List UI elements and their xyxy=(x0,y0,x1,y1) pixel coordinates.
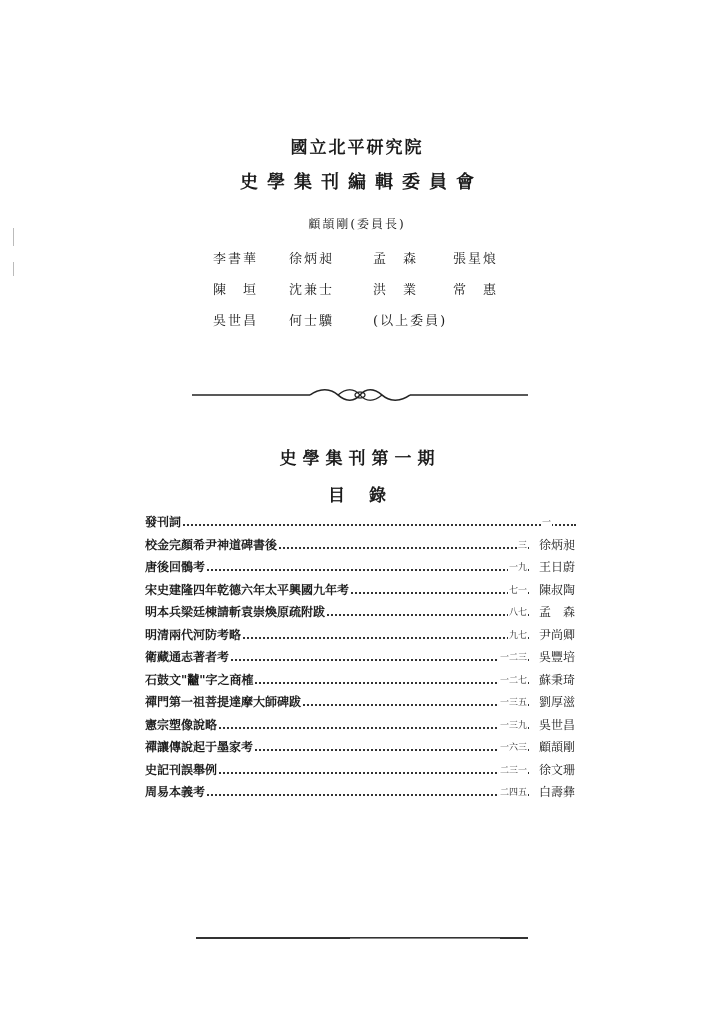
ornamental-divider xyxy=(192,384,528,406)
toc-entry-title: 唐後回鶻考 xyxy=(145,560,206,574)
toc-entry-title: 明本兵梁廷棟請斬袁崇煥原疏附跋 xyxy=(145,605,326,619)
committee-members xyxy=(213,248,533,341)
member-name: 徐炳昶 xyxy=(289,252,335,267)
toc-entry-page: 一六三 xyxy=(499,740,528,753)
toc-entry-page: 一 xyxy=(541,515,552,528)
board-title: 史學集刊編輯委員會 xyxy=(240,172,483,193)
table-of-contents xyxy=(144,513,576,806)
member-name: 常 惠 xyxy=(453,283,499,298)
toc-entry-title: 發刊詞 xyxy=(145,515,182,529)
toc-entry-title: 禪門第一祖菩提達摩大師碑跋 xyxy=(145,695,302,709)
toc-entry xyxy=(144,536,576,559)
toc-entry xyxy=(144,513,576,536)
member-row xyxy=(213,248,533,279)
toc-entry-author: 顧頡剛 xyxy=(530,738,576,755)
member-name: 沈兼士 xyxy=(289,283,335,298)
toc-entry-author: 陳叔陶 xyxy=(530,581,576,598)
dot-leader xyxy=(144,524,576,526)
toc-entry-title: 宋史建隆四年乾德六年太平興國九年考 xyxy=(145,582,350,597)
toc-entry-title: 衛藏通志著者考 xyxy=(145,650,230,664)
toc-entry xyxy=(144,626,576,649)
member-name: 吳世昌 xyxy=(213,314,259,329)
toc-entry-author: 劉厚滋 xyxy=(530,693,576,710)
toc-entry-author: 白壽彝 xyxy=(530,783,576,800)
toc-entry-title: 禪讓傳說起于墨家考 xyxy=(145,740,254,754)
toc-entry-author: 徐文珊 xyxy=(530,761,576,778)
issue-title: 史學集刊第一期 xyxy=(279,449,441,469)
toc-entry-page: 一九 xyxy=(508,560,528,573)
toc-entry-author: 吳世昌 xyxy=(530,716,576,733)
toc-entry-page: 二三一 xyxy=(499,763,528,776)
toc-entry xyxy=(144,716,576,739)
toc-entry-page: 一三五 xyxy=(499,695,528,708)
toc-entry-author: 尹尚卿 xyxy=(530,626,576,643)
toc-entry-page: 一二三 xyxy=(499,650,528,663)
committee-chair: 顧頡剛(委員長) xyxy=(308,217,406,231)
toc-entry-page: 一二七 xyxy=(499,673,528,686)
toc-entry xyxy=(144,558,576,581)
toc-entry-title: 石鼓文"𪓐"字之商榷 xyxy=(145,672,254,687)
toc-entry-author: 蘇秉琦 xyxy=(530,671,576,688)
toc-entry xyxy=(144,671,576,694)
toc-entry-title: 憲宗塑像說略 xyxy=(145,717,218,732)
bottom-rule-faint xyxy=(350,938,500,939)
toc-heading: 目錄 xyxy=(328,486,410,506)
toc-entry-page: 九七 xyxy=(508,628,528,641)
members-note: (以上委員) xyxy=(373,314,448,329)
member-name: 李書華 xyxy=(213,252,259,267)
member-name: 陳 垣 xyxy=(213,283,259,298)
toc-entry-author: 王日蔚 xyxy=(530,558,576,575)
toc-entry-page: 二四五 xyxy=(499,785,528,798)
toc-entry-author: 吳豐培 xyxy=(530,648,576,665)
toc-entry xyxy=(144,603,576,626)
member-name: 何士驥 xyxy=(289,314,335,329)
toc-entry-author: 徐炳昶 xyxy=(530,536,576,553)
member-row xyxy=(213,279,533,310)
toc-entry-page: 一三九 xyxy=(499,718,528,731)
toc-entry-author: 孟 森 xyxy=(530,603,576,620)
scan-margin-mark xyxy=(13,262,14,276)
toc-entry xyxy=(144,648,576,671)
member-name: 孟 森 xyxy=(373,252,419,267)
member-name: 洪 業 xyxy=(373,283,419,298)
member-row xyxy=(213,310,533,341)
org-title: 國立北平研究院 xyxy=(290,138,424,158)
member-name: 張星烺 xyxy=(453,252,499,267)
toc-entry-page: 三 xyxy=(517,538,528,551)
toc-entry-title: 校金完顏希尹神道碑書後 xyxy=(145,537,278,552)
toc-entry-title: 史記刊誤舉例 xyxy=(145,762,218,777)
toc-entry-page: 七一 xyxy=(508,583,528,596)
toc-entry xyxy=(144,761,576,784)
toc-entry xyxy=(144,693,576,716)
toc-entry xyxy=(144,581,576,604)
toc-entry xyxy=(144,738,576,761)
toc-entry-title: 明清兩代河防考略 xyxy=(145,627,242,642)
toc-entry xyxy=(144,783,576,806)
toc-entry-title: 周易本義考 xyxy=(145,785,206,799)
toc-entry-page: 八七 xyxy=(508,605,528,618)
